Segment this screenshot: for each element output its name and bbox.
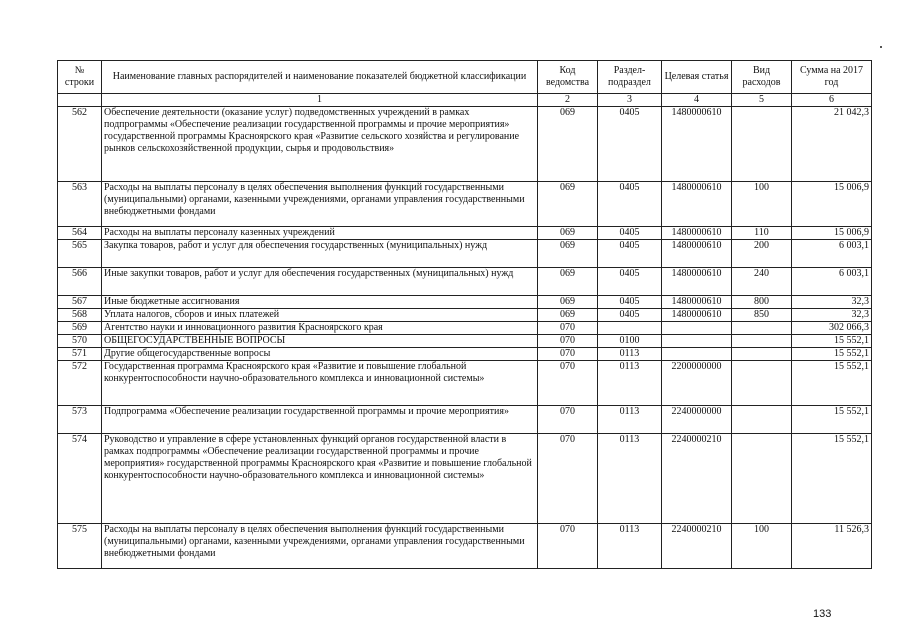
row-dept-code: 070: [538, 322, 598, 335]
header-dept-code: Код ведомства: [538, 61, 598, 94]
column-number: 5: [732, 94, 792, 107]
row-expense-type: 100: [732, 182, 792, 227]
row-number: 565: [58, 240, 102, 268]
row-amount: 32,3: [792, 296, 872, 309]
row-amount: 15 552,1: [792, 434, 872, 524]
row-expense-type: 200: [732, 240, 792, 268]
row-name: Уплата налогов, сборов и иных платежей: [102, 309, 538, 322]
header-expense-type: Вид расходов: [732, 61, 792, 94]
row-section: 0113: [598, 434, 662, 524]
row-amount: 15 006,9: [792, 182, 872, 227]
row-expense-type: [732, 406, 792, 434]
row-dept-code: 070: [538, 361, 598, 406]
row-amount: 302 066,3: [792, 322, 872, 335]
header-row: [58, 61, 872, 94]
row-expense-type: [732, 361, 792, 406]
row-dept-code: 070: [538, 434, 598, 524]
table-row: [58, 309, 872, 322]
row-name: Руководство и управление в сфере установленных функций органов государственной власти в рамках подпрограммы «Обеспечение реализации государственной программы и прочие мероприятия» государственной программы Красноярского края «Развитие и повышение глобальной конкурентоспособности научно-образовательного комплекса и инновационной системы»: [102, 434, 538, 524]
row-target: 2200000000: [662, 361, 732, 406]
row-section: 0405: [598, 309, 662, 322]
page-number: 133: [813, 608, 832, 620]
row-target: [662, 322, 732, 335]
row-dept-code: 070: [538, 406, 598, 434]
row-expense-type: [732, 107, 792, 182]
table-row: [58, 524, 872, 569]
header-section: Раздел-подраздел: [598, 61, 662, 94]
row-number: 566: [58, 268, 102, 296]
row-target: 1480000610: [662, 268, 732, 296]
column-number: 6: [792, 94, 872, 107]
row-name: Иные бюджетные ассигнования: [102, 296, 538, 309]
row-target: 1480000610: [662, 227, 732, 240]
row-amount: 15 552,1: [792, 348, 872, 361]
row-number: 574: [58, 434, 102, 524]
row-name: Закупка товаров, работ и услуг для обеспечения государственных (муниципальных) нужд: [102, 240, 538, 268]
row-name: Иные закупки товаров, работ и услуг для обеспечения государственных (муниципальных) нужд: [102, 268, 538, 296]
row-name: Другие общегосударственные вопросы: [102, 348, 538, 361]
row-expense-type: 240: [732, 268, 792, 296]
table-row: [58, 348, 872, 361]
row-target: [662, 335, 732, 348]
column-number: 1: [102, 94, 538, 107]
row-name: Расходы на выплаты персоналу в целях обеспечения выполнения функций государственными (муниципальными) органами, казенными учреждениями, органами управления государственными внебюджетными фондами: [102, 524, 538, 569]
row-section: 0405: [598, 240, 662, 268]
row-number: 569: [58, 322, 102, 335]
row-name: Агентство науки и инновационного развития Красноярского края: [102, 322, 538, 335]
row-amount: 15 006,9: [792, 227, 872, 240]
row-amount: 21 042,3: [792, 107, 872, 182]
row-dept-code: 069: [538, 309, 598, 322]
row-dept-code: 070: [538, 335, 598, 348]
row-number: 562: [58, 107, 102, 182]
row-amount: 32,3: [792, 309, 872, 322]
row-dept-code: 069: [538, 268, 598, 296]
column-number: 3: [598, 94, 662, 107]
row-target: 1480000610: [662, 107, 732, 182]
column-number: 4: [662, 94, 732, 107]
column-number-blank: [58, 94, 102, 107]
table-row: [58, 406, 872, 434]
row-section: 0405: [598, 107, 662, 182]
row-number: 572: [58, 361, 102, 406]
row-expense-type: [732, 434, 792, 524]
row-name: Обеспечение деятельности (оказание услуг) подведомственных учреждений в рамках подпрограммы «Обеспечение реализации государственной программы и прочие мероприятия» государственной программы Красноярского края «Развитие сельского хозяйства и регулирование рынков сельскохозяйственной продукции, сырья и продовольствия»: [102, 107, 538, 182]
row-dept-code: 069: [538, 107, 598, 182]
table-row: [58, 182, 872, 227]
row-number: 568: [58, 309, 102, 322]
row-section: 0113: [598, 406, 662, 434]
table-row: [58, 361, 872, 406]
row-number: 571: [58, 348, 102, 361]
header-row-no: № строки: [58, 61, 102, 94]
row-section: 0113: [598, 524, 662, 569]
speck-dot: [880, 46, 882, 48]
row-section: [598, 322, 662, 335]
row-expense-type: [732, 348, 792, 361]
row-target: 2240000000: [662, 406, 732, 434]
row-dept-code: 070: [538, 348, 598, 361]
row-expense-type: 100: [732, 524, 792, 569]
row-number: 573: [58, 406, 102, 434]
row-amount: 15 552,1: [792, 335, 872, 348]
table-row: [58, 296, 872, 309]
row-dept-code: 070: [538, 524, 598, 569]
row-section: 0100: [598, 335, 662, 348]
row-section: 0405: [598, 182, 662, 227]
row-section: 0113: [598, 348, 662, 361]
row-name: Расходы на выплаты персоналу в целях обеспечения выполнения функций государственными (муниципальными) органами, казенными учреждениями, органами управления государственными внебюджетными фондами: [102, 182, 538, 227]
row-dept-code: 069: [538, 240, 598, 268]
header-target: Целевая статья: [662, 61, 732, 94]
row-target: 1480000610: [662, 240, 732, 268]
column-number-row: [58, 94, 872, 107]
row-dept-code: 069: [538, 296, 598, 309]
row-name: Расходы на выплаты персоналу казенных учреждений: [102, 227, 538, 240]
row-target: 1480000610: [662, 296, 732, 309]
table-row: [58, 240, 872, 268]
header-name: Наименование главных распорядителей и наименование показателей бюджетной классификации: [102, 61, 538, 94]
row-target: 1480000610: [662, 182, 732, 227]
table-row: [58, 434, 872, 524]
row-number: 567: [58, 296, 102, 309]
row-expense-type: [732, 322, 792, 335]
row-name: ОБЩЕГОСУДАРСТВЕННЫЕ ВОПРОСЫ: [102, 335, 538, 348]
row-name: Подпрограмма «Обеспечение реализации государственной программы и прочие мероприятия»: [102, 406, 538, 434]
row-section: 0405: [598, 268, 662, 296]
table-body: [58, 107, 872, 569]
row-dept-code: 069: [538, 182, 598, 227]
row-amount: 11 526,3: [792, 524, 872, 569]
row-expense-type: 800: [732, 296, 792, 309]
row-amount: 15 552,1: [792, 406, 872, 434]
row-number: 570: [58, 335, 102, 348]
table-row: [58, 335, 872, 348]
row-target: 2240000210: [662, 434, 732, 524]
row-section: 0405: [598, 227, 662, 240]
row-section: 0405: [598, 296, 662, 309]
row-expense-type: [732, 335, 792, 348]
row-number: 575: [58, 524, 102, 569]
row-target: 1480000610: [662, 309, 732, 322]
row-target: 2240000210: [662, 524, 732, 569]
row-number: 563: [58, 182, 102, 227]
row-name: Государственная программа Красноярского края «Развитие и повышение глобальной конкурентоспособности научно-образовательного комплекса и инновационной системы»: [102, 361, 538, 406]
row-amount: 6 003,1: [792, 268, 872, 296]
row-target: [662, 348, 732, 361]
table-row: [58, 107, 872, 182]
row-section: 0113: [598, 361, 662, 406]
row-expense-type: 110: [732, 227, 792, 240]
column-number: 2: [538, 94, 598, 107]
budget-table: [57, 60, 872, 569]
table-row: [58, 268, 872, 296]
row-number: 564: [58, 227, 102, 240]
row-expense-type: 850: [732, 309, 792, 322]
row-dept-code: 069: [538, 227, 598, 240]
table-row: [58, 227, 872, 240]
row-amount: 15 552,1: [792, 361, 872, 406]
row-amount: 6 003,1: [792, 240, 872, 268]
table-row: [58, 322, 872, 335]
header-amount: Сумма на 2017 год: [792, 61, 872, 94]
